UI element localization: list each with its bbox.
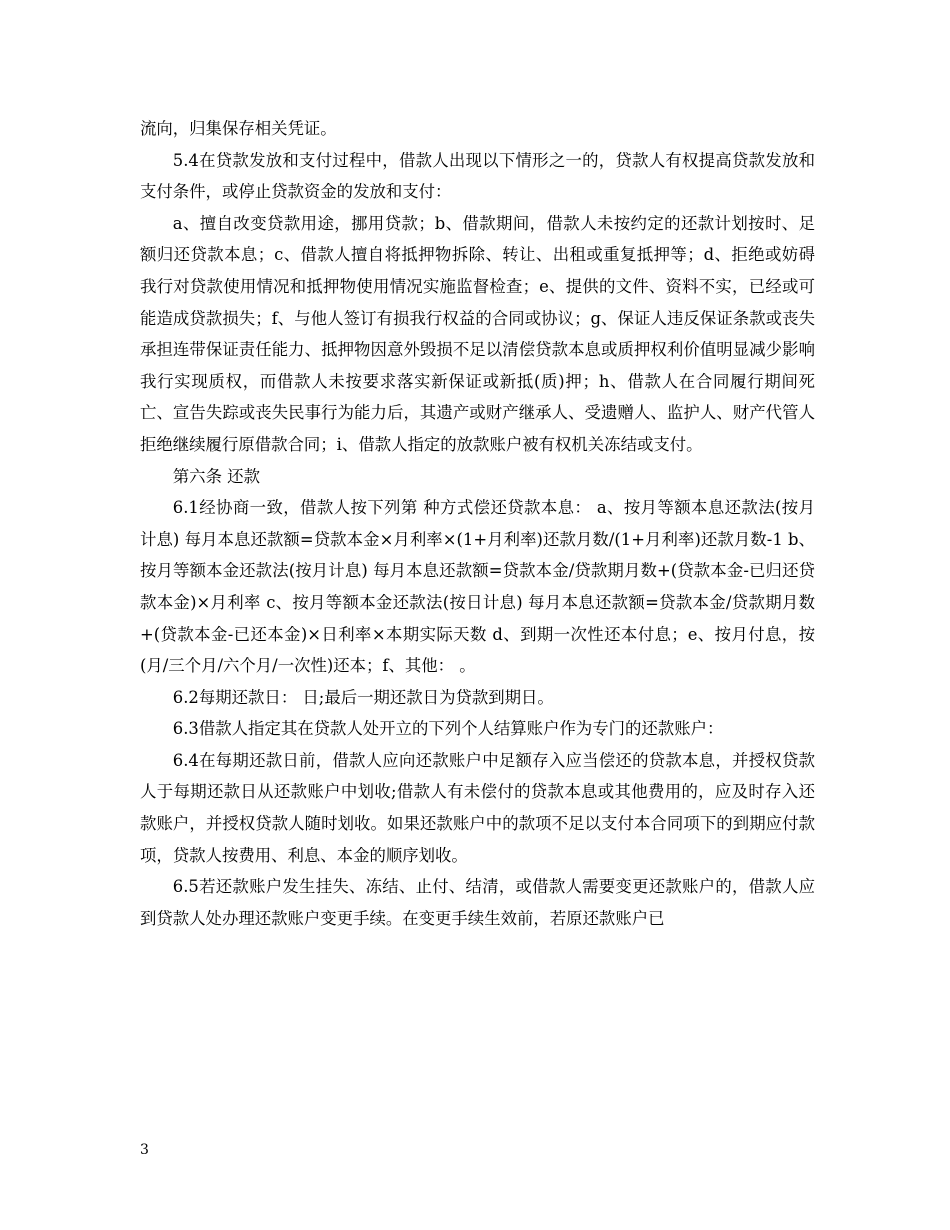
paragraph-4: 6.1经协商一致，借款人按下列第 种方式偿还贷款本息： a、按月等额本息还款法(按月计息) 每月本息还款额=贷款本金×月利率×(1+月利率)还款月数/(1+月利率)还款月数-1 b、按月等额本金还款法(按月计息) 每月本息还款额=贷款本金/贷款期月数+(贷款本金-已归还贷款本金)×月利率 c、按月等额本金还款法(按日计息) 每月本息还款额=贷款本金/贷款期月数+(贷款本金-已还本金)×日利率×本期实际天数 d、到期一次性还本付息；e、按月付息，按 (月/三个月/六个月/一次性)还本；f、其他： 。 bbox=[140, 498, 815, 676]
document-body bbox=[140, 113, 815, 934]
paragraph-7: 6.4在每期还款日前，借款人应向还款账户中足额存入应当偿还的贷款本息，并授权贷款人于每期还款日从还款账户中划收;借款人有未偿付的贷款本息或其他费用的，应及时存入还款账户，并授权贷款人随时划收。如果还款账户中的款项不足以支付本合同项下的到期应付款项，贷款人按费用、利息、本金的顺序划收。 bbox=[140, 750, 815, 865]
paragraph-5: 6.2每期还款日： 日;最后一期还款日为贷款到期日。 bbox=[172, 687, 554, 707]
page-number: 3 bbox=[140, 1142, 149, 1158]
paragraph-2: a、擅自改变贷款用途，挪用贷款；b、借款期间，借款人未按约定的还款计划按时、足额归还贷款本息；c、借款人擅自将抵押物拆除、转让、出租或重复抵押等；d、拒绝或妨碍我行对贷款使用情况和抵押物使用情况实施监督检查；e、提供的文件、资料不实，已经或可能造成贷款损失；f、与他人签订有损我行权益的合同或协议；g、保证人违反保证条款或丧失承担连带保证责任能力、抵押物因意外毁损不足以清偿贷款本息或质押权利价值明显减少影响我行实现质权，而借款人未按要求落实新保证或新抵(质)押；h、借款人在合同履行期间死亡、宣告失踪或丧失民事行为能力后，其遗产或财产继承人、受遗赠人、监护人、财产代管人拒绝继续履行原借款合同；i、借款人指定的放款账户被有权机关冻结或支付。 bbox=[140, 213, 815, 454]
section-heading: 第六条 还款 bbox=[172, 466, 260, 486]
paragraph-0: 流向，归集保存相关凭证。 bbox=[140, 119, 337, 138]
paragraph-6: 6.3借款人指定其在贷款人处开立的下列个人结算账户作为专门的还款账户： bbox=[172, 719, 724, 739]
paragraph-1: 5.4在贷款发放和支付过程中，借款人出现以下情形之一的，贷款人有权提高贷款发放和支付条件，或停止贷款资金的发放和支付： bbox=[140, 150, 815, 202]
paragraph-8: 6.5若还款账户发生挂失、冻结、止付、结清，或借款人需要变更还款账户的，借款人应到贷款人处办理还款账户变更手续。在变更手续生效前，若原还款账户已 bbox=[140, 877, 815, 928]
